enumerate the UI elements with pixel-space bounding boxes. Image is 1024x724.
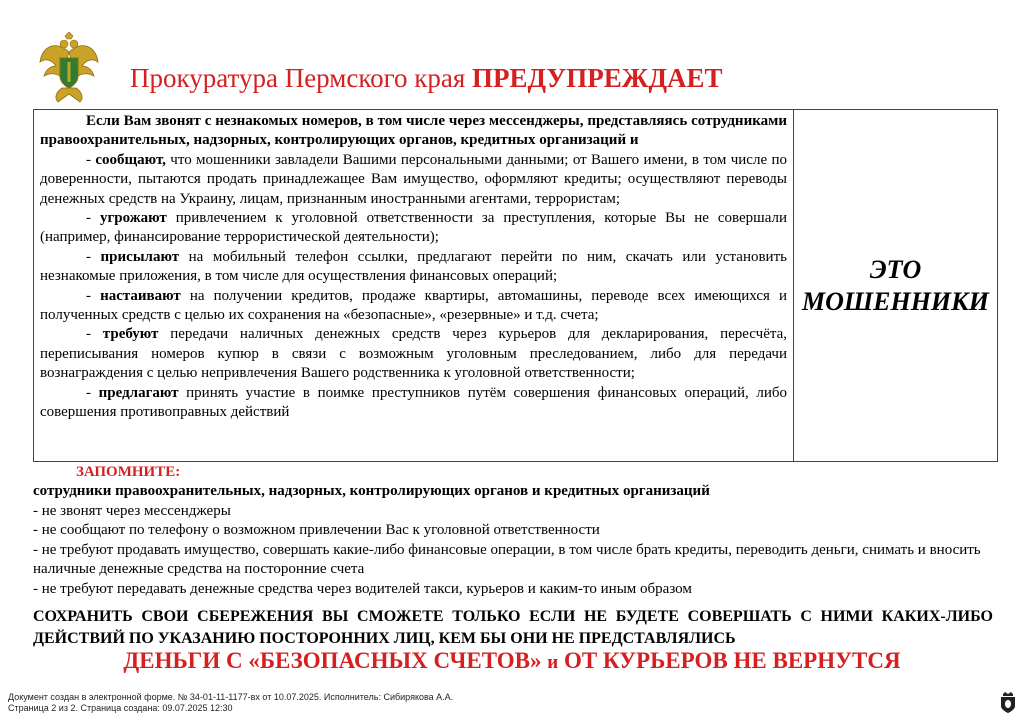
item-prefix: - — [86, 151, 96, 168]
footer-line-2: Страница 2 из 2. Страница создана: 09.07.2025 12:30 — [8, 703, 233, 713]
verdict-line-1: ЭТО — [869, 254, 922, 284]
warning-table — [33, 109, 998, 462]
rule-item: - не сообщают по телефону о возможном привлечении Вас к уголовной ответственности — [33, 522, 600, 538]
rules-subject: сотрудники правоохранительных, надзорных, контролирующих органов и кредитных организаций — [33, 483, 710, 499]
warning-description-cell — [34, 110, 794, 461]
warning-item — [40, 248, 787, 287]
item-prefix: - — [86, 326, 103, 343]
item-text: на получении кредитов, продаже квартиры, автомашины, переводе всех имеющихся и полученных средств с целью их сохранения на «безопасные», «резервные» и т.д. счета; — [40, 287, 788, 324]
item-text: на мобильный телефон ссылки, предлагают перейти по ним, скачать или установить незнакомые приложения, в том числе для осуществления финансовых операций; — [40, 248, 787, 285]
item-text: привлечением к уголовной ответственности за преступления, которые Вы не совершали (например, финансирование террористической деятельности); — [40, 210, 787, 246]
remember-heading: ЗАПОМНИТЕ: — [76, 464, 181, 480]
item-keyword: угрожают — [99, 210, 167, 227]
perm-crest-icon — [1000, 692, 1016, 714]
verdict-line-2: МОШЕННИКИ — [801, 286, 990, 316]
item-text: принять участие в поимке преступников путём совершения финансовых операций, либо совершения противоправных действий — [40, 384, 787, 421]
warning-item — [40, 287, 787, 326]
rule-item: - не требуют продавать имущество, совершать какие-либо финансовые операции, в том числе брать кредиты, переводить деньги, снимать и вносить наличные денежные средства на посторонние счета — [33, 541, 981, 577]
item-keyword: настаивают — [100, 287, 181, 304]
warning-item — [40, 384, 787, 423]
item-prefix: - — [86, 248, 101, 265]
item-keyword: требуют — [102, 326, 159, 343]
item-prefix: - — [86, 384, 99, 401]
money-notice-and: и — [547, 652, 559, 673]
warning-item — [40, 209, 787, 248]
title-warns: ПРЕДУПРЕЖДАЕТ — [472, 63, 723, 93]
item-prefix: - — [86, 287, 101, 304]
money-notice-part1: ДЕНЬГИ С «БЕЗОПАСНЫХ СЧЕТОВ» — [123, 648, 548, 673]
warning-intro-text: Если Вам звонят с незнакомых номеров, в том числе через мессенджеры, представляясь сотрудниками правоохранительных, надзорных, контролирующих органов, кредитных организаций и — [40, 113, 787, 149]
warning-item — [40, 325, 787, 383]
money-notice-part3: ОТ КУРЬЕРОВ НЕ ВЕРНУТСЯ — [558, 648, 901, 673]
title-regular: Прокуратура Пермского края — [130, 63, 473, 93]
rule-item: - не требуют передавать денежные средства через водителей такси, курьеров и каким-то иным образом — [33, 580, 692, 597]
item-prefix: - — [86, 210, 100, 227]
verdict-text — [802, 254, 989, 318]
document-footer — [8, 692, 908, 714]
item-text: передачи наличных денежных средств через курьеров для декларирования, пересчёта, переписывания номеров купюр в связи с возможным уголовным преследованием, либо для передачи вознаграждения с целью непривлечения Вашего родственника к уголовной ответственности; — [40, 326, 787, 382]
item-keyword: предлагают — [98, 384, 179, 401]
rules-list — [33, 482, 1008, 599]
footer-line-1: Документ создан в электронной форме. № 34-01-11-1177-вх от 10.07.2025. Исполнитель: Сибирякова А.А. — [8, 692, 454, 702]
rule-item: - не звонят через мессенджеры — [33, 502, 231, 519]
warning-intro — [40, 112, 787, 151]
prosecutor-emblem-icon — [38, 32, 100, 104]
page-title — [130, 60, 830, 96]
item-keyword: сообщают, — [95, 151, 166, 168]
verdict-cell — [794, 110, 997, 461]
save-savings-notice: СОХРАНИТЬ СВОИ СБЕРЕЖЕНИЯ ВЫ СМОЖЕТЕ ТОЛЬКО ЕСЛИ НЕ БУДЕТЕ СОВЕРШАТЬ С НИМИ КАКИХ-ЛИБО ДЕЙСТВИЙ ПО УКАЗАНИЮ ПОСТОРОННИХ ЛИЦ, КЕМ БЫ ОНИ НЕ ПРЕДСТАВЛЯЛИСЬ — [33, 608, 993, 647]
money-not-returned-notice — [0, 646, 1024, 678]
item-text: что мошенники завладели Вашими персональными данными; от Вашего имени, в том числе по доверенности, пытаются продать принадлежащее Вам имущество, оформляют кредиты; осуществляют переводы денежных средств на Украину, лицам, признанным иностранными агентами, террористам; — [40, 151, 787, 207]
warning-item — [40, 151, 787, 209]
item-keyword: присылают — [100, 248, 180, 265]
